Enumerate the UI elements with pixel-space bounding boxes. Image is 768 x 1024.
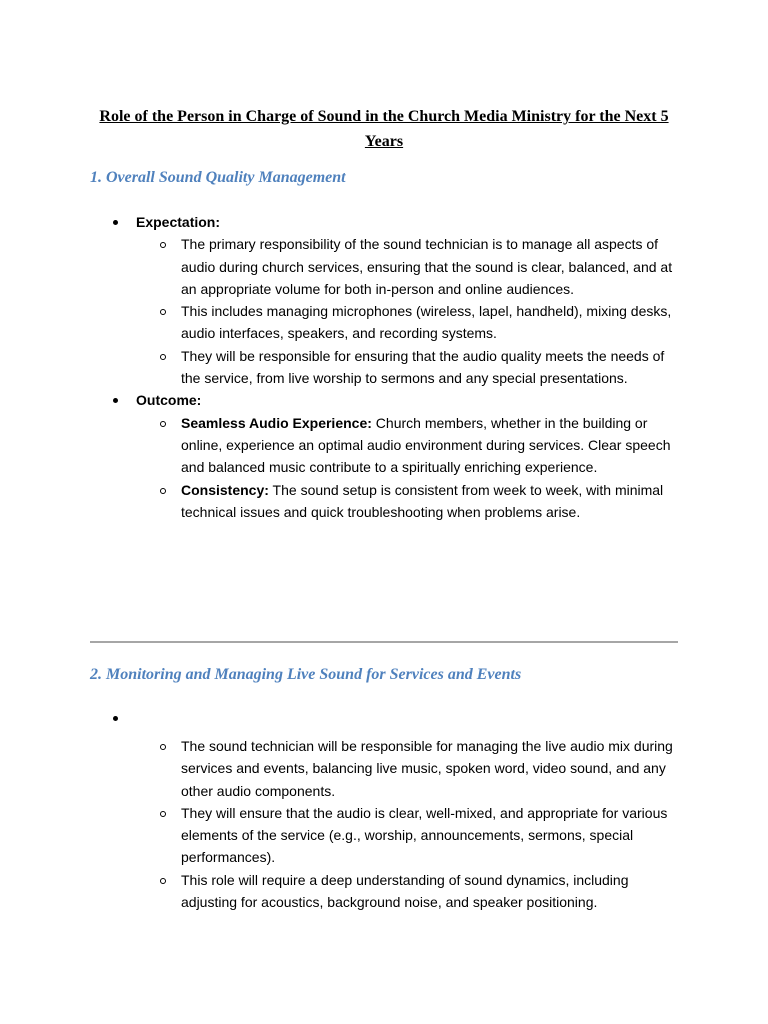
outcome-sublist xyxy=(136,412,690,523)
circle-bullet-icon xyxy=(160,242,166,248)
empty-bullet-item xyxy=(90,707,690,913)
outcome-label: Outcome: xyxy=(136,392,202,409)
subitem-text: The sound technician will be responsible for managing the live audio mix during services and events, balancing live music, spoken word, video sound, and any other audio components. xyxy=(181,738,673,799)
circle-bullet-icon xyxy=(160,354,166,360)
outcome-subitem xyxy=(136,479,690,524)
section-2-subitem xyxy=(136,869,690,914)
expectation-label: Expectation: xyxy=(136,214,221,230)
expectation-sublist xyxy=(136,233,690,389)
circle-bullet-icon xyxy=(160,878,166,884)
bullet-icon xyxy=(113,220,118,225)
subitem-text: This role will require a deep understanding of sound dynamics, including adjusting for acoustics, background noise, and speaker positioning. xyxy=(181,871,629,911)
section-2-sublist xyxy=(136,735,690,913)
circle-bullet-icon xyxy=(160,488,166,494)
subitem-bold-label: Consistency: xyxy=(181,481,269,498)
circle-bullet-icon xyxy=(160,421,166,427)
outcome-subitem xyxy=(136,412,690,479)
section-2-subitem xyxy=(136,735,690,802)
empty-bullet-label xyxy=(136,707,690,729)
subitem-text: This includes managing microphones (wireless, lapel, handheld), mixing desks, audio interfaces, speakers, and recording systems. xyxy=(181,303,672,342)
subitem-text: The primary responsibility of the sound technician is to manage all aspects of audio during church services, ensuring that the sound is clear, balanced, and at an appropriate volume for both in-person and online audiences. xyxy=(181,236,673,297)
expectation-item xyxy=(90,211,690,389)
section-1-heading: 1. Overall Sound Quality Management xyxy=(90,169,346,186)
circle-bullet-icon xyxy=(160,811,166,817)
circle-bullet-icon xyxy=(160,309,166,315)
subitem-text: They will ensure that the audio is clear, well-mixed, and appropriate for various elements of the service (e.g., worship, announcements, sermons, special performances). xyxy=(181,804,668,866)
subitem-text: The sound setup is consistent from week to week, with minimal technical issues and quick troubleshooting when problems arise. xyxy=(181,481,664,520)
expectation-subitem xyxy=(136,233,690,300)
outcome-item xyxy=(90,389,690,523)
expectation-subitem xyxy=(136,300,690,345)
section-2-heading: 2. Monitoring and Managing Live Sound for Services and Events xyxy=(90,666,522,683)
bullet-icon xyxy=(113,398,118,403)
bullet-icon xyxy=(113,716,118,721)
subitem-text: Church members, whether in the building or online, experience an optimal audio environment during services. Clear speech and balanced music contribute to a spiritually enriching experience. xyxy=(181,414,671,476)
circle-bullet-icon xyxy=(160,744,166,750)
expectation-subitem xyxy=(136,345,690,390)
subitem-bold-label: Seamless Audio Experience: xyxy=(181,414,372,431)
section-divider xyxy=(90,641,678,643)
document-title: Role of the Person in Charge of Sound in the Church Media Ministry for the Next 5 Years xyxy=(99,108,669,150)
subitem-text: They will be responsible for ensuring that the audio quality meets the needs of the service, from live worship to sermons and any special presentations. xyxy=(181,347,665,387)
section-1-list xyxy=(90,211,690,523)
section-2-list xyxy=(90,707,690,913)
section-2-subitem xyxy=(136,802,690,869)
